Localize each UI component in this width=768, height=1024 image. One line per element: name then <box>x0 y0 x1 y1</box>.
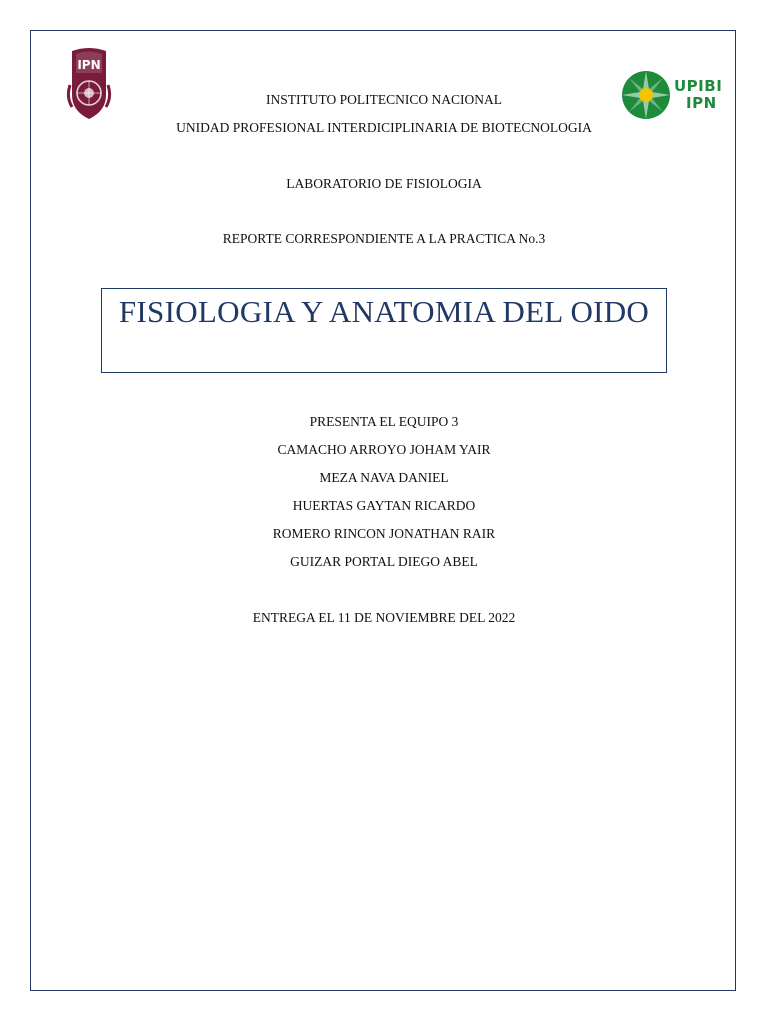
ipn-logo-text: IPN <box>77 58 101 72</box>
document-title: FISIOLOGIA Y ANATOMIA DEL OIDO <box>118 294 650 329</box>
team-member: ROMERO RINCON JONATHAN RAIR <box>272 526 496 541</box>
delivery-date: ENTREGA EL 11 DE NOVIEMBRE DEL 2022 <box>252 610 516 625</box>
upibi-logo-subtext: IPN <box>686 94 717 112</box>
unit-name: UNIDAD PROFESIONAL INTERDICIPLINARIA DE BIOTECNOLOGIA <box>176 120 592 135</box>
team-member: CAMACHO ARROYO JOHAM YAIR <box>277 442 491 457</box>
team-heading: PRESENTA EL EQUIPO 3 <box>309 414 459 429</box>
upibi-logo-text: UPIBI <box>674 77 723 95</box>
team-member: GUIZAR PORTAL DIEGO ABEL <box>290 554 478 569</box>
institution-name: INSTITUTO POLITECNICO NACIONAL <box>266 92 502 107</box>
team-member: MEZA NAVA DANIEL <box>319 470 449 485</box>
ipn-logo-icon <box>66 45 112 123</box>
report-subtitle: REPORTE CORRESPONDIENTE A LA PRACTICA No.3 <box>222 231 546 246</box>
team-member: HUERTAS GAYTAN RICARDO <box>292 498 476 513</box>
lab-name: LABORATORIO DE FISIOLOGIA <box>286 176 482 191</box>
title-box <box>101 288 667 373</box>
